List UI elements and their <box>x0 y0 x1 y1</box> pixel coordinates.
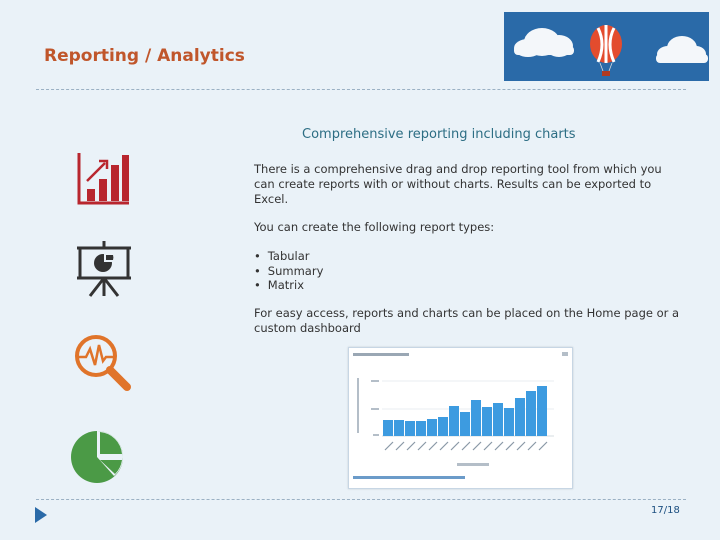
section-heading: Comprehensive reporting including charts <box>302 127 576 142</box>
access-paragraph <box>254 306 684 336</box>
next-slide-arrow-icon[interactable] <box>35 507 47 527</box>
report-types-list <box>254 249 323 293</box>
intro-paragraph <box>254 162 684 207</box>
sample-report-chart-screenshot <box>348 347 573 489</box>
list-item: • Tabular <box>254 249 323 264</box>
intro-text: There is a comprehensive drag and drop reporting tool from which you can create reports with or without charts. Results can be exported to Excel. <box>254 162 662 206</box>
list-item: • Summary <box>254 264 323 279</box>
bar-chart-trend-icon <box>77 151 131 211</box>
bottom-divider <box>36 499 686 500</box>
page-number: 17/18 <box>651 505 680 516</box>
list-item: • Matrix <box>254 278 323 293</box>
top-divider <box>36 89 686 90</box>
magnifier-pulse-icon <box>71 333 133 399</box>
types-intro-paragraph <box>254 220 684 235</box>
cloud-banner-image <box>504 12 709 81</box>
presentation-pie-icon <box>75 240 133 302</box>
types-intro-text: You can create the following report types: <box>254 220 495 234</box>
access-text: For easy access, reports and charts can be placed on the Home page or a custom dashboard <box>254 306 680 335</box>
slide-title: Reporting / Analytics <box>44 46 245 66</box>
pie-chart-icon <box>70 430 126 490</box>
